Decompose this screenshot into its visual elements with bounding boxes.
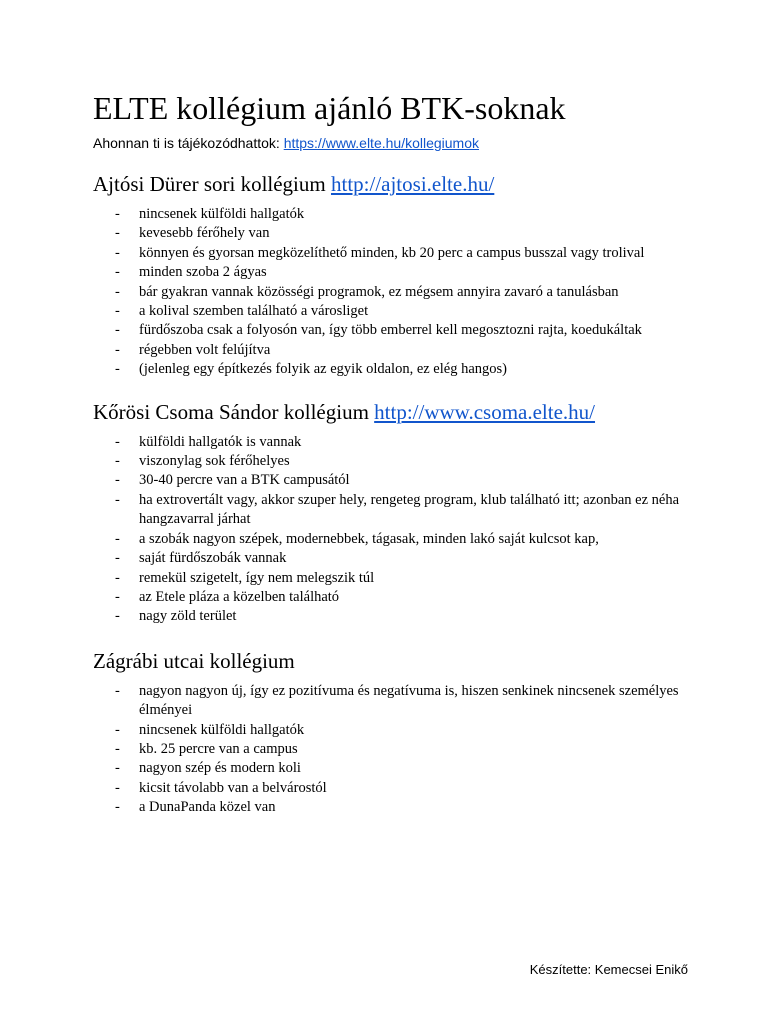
list-item-text: bár gyakran vannak közösségi programok, ez mégsem annyira zavaró a tanulásban — [139, 283, 619, 300]
list-dash: - — [115, 433, 120, 450]
list-dash: - — [115, 244, 120, 261]
list-item-text: ha extrovertált vagy, akkor szuper hely, rengeteg program, klub található itt; azonban ez néha hangzavarral járhat — [139, 491, 680, 528]
list-item — [93, 205, 693, 224]
list-dash: - — [115, 322, 120, 339]
section-heading-zagrabi — [93, 648, 693, 674]
kollegiumok-link[interactable]: https://www.elte.hu/kollegiumok — [283, 135, 480, 151]
list-item — [93, 341, 693, 360]
list-dash: - — [115, 682, 120, 699]
list-item-text: a kolival szemben található a városliget — [139, 303, 369, 320]
list-item-text: régebben volt felújítva — [139, 341, 271, 358]
list-item-text: viszonylag sok férőhelyes — [139, 453, 290, 470]
list-item — [93, 321, 693, 340]
list-item-text: nincsenek külföldi hallgatók — [139, 206, 305, 222]
list-item-text: a szobák nagyon szépek, modernebbek, tágasak, minden lakó saját kulcsot kap, — [139, 530, 599, 547]
list-item — [93, 588, 693, 607]
list-item — [93, 682, 693, 721]
list-item — [93, 433, 693, 452]
list-dash: - — [115, 225, 120, 242]
list-item-text: kb. 25 percre van a campus — [139, 740, 298, 757]
list-item — [93, 607, 693, 626]
list-dash: - — [115, 550, 120, 567]
list-item — [93, 302, 693, 321]
list-item — [93, 452, 693, 471]
list-dash: - — [115, 608, 120, 625]
list-dash: - — [115, 491, 120, 508]
list-item — [93, 740, 693, 759]
section-heading-text: Zágrábi utcai kollégium — [93, 648, 295, 673]
list-dash: - — [115, 721, 120, 738]
list-item-text: könnyen és gyorsan megközelíthető minden, kb 20 perc a campus busszal vagy trolival — [139, 244, 645, 261]
list-item-text: remekül szigetelt, így nem melegszik túl — [139, 569, 375, 586]
list-dash: - — [115, 283, 120, 300]
intro-line — [93, 134, 693, 152]
list-dash: - — [115, 530, 120, 547]
list-item-text: nagyon nagyon új, így ez pozitívuma és negatívuma is, hiszen senkinek nincsenek személyes élményei — [139, 682, 679, 719]
zagrabi-list — [93, 682, 693, 818]
list-item — [93, 779, 693, 798]
list-item — [93, 263, 693, 282]
list-dash: - — [115, 264, 120, 281]
section-heading-ajtosi — [93, 171, 693, 197]
list-dash: - — [115, 588, 120, 605]
list-item — [93, 721, 693, 740]
list-dash: - — [115, 760, 120, 777]
ajtosi-link[interactable]: http://ajtosi.elte.hu/ — [330, 172, 495, 196]
list-item — [93, 224, 693, 243]
list-item-text: (jelenleg egy építkezés folyik az egyik oldalon, ez elég hangos) — [139, 361, 507, 378]
list-item — [93, 549, 693, 568]
list-item — [93, 283, 693, 302]
document-title: ELTE kollégium ajánló BTK-soknak — [93, 90, 566, 126]
list-item-text: nincsenek külföldi hallgatók — [139, 721, 305, 738]
section-heading-text: Ajtósi Dürer sori kollégium — [93, 172, 331, 196]
list-item-text: külföldi hallgatók is vannak — [139, 433, 302, 450]
list-item-text: saját fürdőszobák vannak — [139, 550, 287, 567]
list-dash: - — [115, 740, 120, 757]
list-item-text: 30-40 percre van a BTK campusától — [139, 472, 350, 489]
list-item — [93, 798, 693, 817]
section-heading-csoma — [93, 399, 693, 425]
list-dash: - — [115, 569, 120, 586]
list-item-text: fürdőszoba csak a folyosón van, így több emberrel kell megosztozni rajta, koedukáltak — [139, 322, 642, 339]
list-dash: - — [115, 341, 120, 358]
list-dash: - — [115, 453, 120, 470]
list-dash: - — [115, 799, 120, 816]
list-item — [93, 530, 693, 549]
list-item — [93, 759, 693, 778]
list-item — [93, 569, 693, 588]
ajtosi-list — [93, 205, 693, 380]
list-item — [93, 244, 693, 263]
list-item-text: nagy zöld terület — [139, 608, 237, 625]
list-item-text: a DunaPanda közel van — [139, 799, 276, 816]
list-item-text: nagyon szép és modern koli — [139, 760, 301, 777]
list-item — [93, 360, 693, 379]
list-item-text: az Etele pláza a közelben található — [139, 588, 340, 605]
csoma-list — [93, 433, 693, 627]
list-dash: - — [115, 779, 120, 796]
section-heading-text: Kőrösi Csoma Sándor kollégium — [93, 399, 375, 424]
csoma-link[interactable]: http://www.csoma.elte.hu/ — [374, 399, 596, 424]
document-page — [93, 88, 693, 818]
list-item-text: kicsit távolabb van a belvárostól — [139, 779, 327, 796]
list-item-text: minden szoba 2 ágyas — [139, 264, 267, 281]
intro-text: Ahonnan ti is tájékozódhattok: — [93, 135, 284, 151]
list-dash: - — [115, 361, 120, 378]
author-footer: Készítette: Kemecsei Enikő — [529, 962, 688, 977]
list-dash: - — [115, 472, 120, 489]
list-item — [93, 491, 693, 530]
list-item — [93, 471, 693, 490]
list-item-text: kevesebb férőhely van — [139, 225, 270, 242]
list-dash: - — [115, 303, 120, 320]
list-dash: - — [115, 206, 120, 222]
